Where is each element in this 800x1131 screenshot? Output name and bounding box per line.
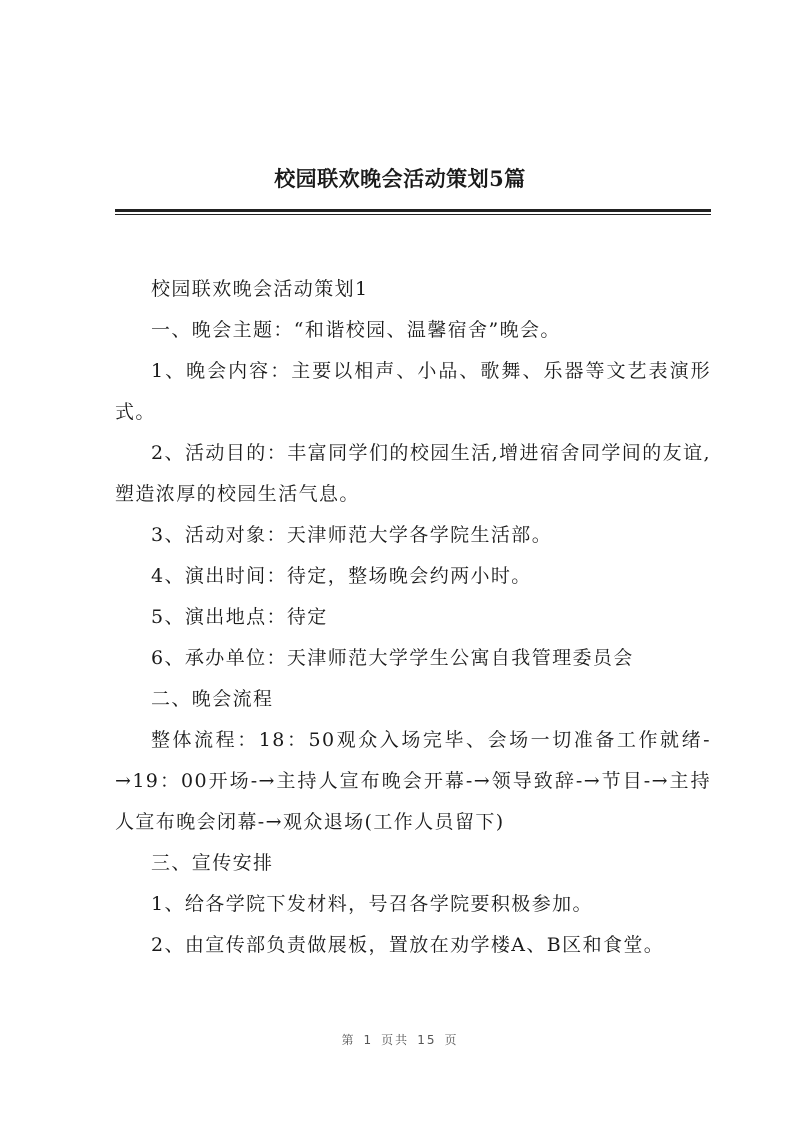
document-title: 校园联欢晚会活动策划5篇 xyxy=(274,166,526,191)
paragraph: 6、承办单位：天津师范大学学生公寓自我管理委员会 xyxy=(151,647,634,669)
paragraph: 3、活动对象：天津师范大学各学院生活部。 xyxy=(151,524,553,546)
section-heading: 二、晚会流程 xyxy=(151,688,274,710)
footer-middle: 页共 xyxy=(381,1033,410,1047)
section-heading: 三、宣传安排 xyxy=(151,852,274,874)
paragraph: 一、晚会主题：“和谐校园、温馨宿舍”晚会。 xyxy=(151,319,561,341)
paragraph: 5、演出地点：待定 xyxy=(151,606,328,628)
footer-total-pages: 15 xyxy=(417,1033,437,1047)
footer-suffix: 页 xyxy=(444,1033,459,1047)
footer-page-number: 1 xyxy=(363,1033,374,1047)
title-rule-thick xyxy=(115,209,711,212)
paragraph: 1、给各学院下发材料，号召各学院要积极参加。 xyxy=(151,893,593,915)
paragraph: 2、活动目的：丰富同学们的校园生活,增进宿舍同学间的友谊,塑造浓厚的校园生活气息。 xyxy=(115,442,711,505)
page-footer xyxy=(0,1031,800,1048)
document-body xyxy=(115,269,711,966)
paragraph: 整体流程：18：50观众入场完毕、会场一切准备工作就绪-→19：00开场-→主持人宣布晚会开幕-→领导致辞-→节目-→主持人宣布晚会闭幕-→观众退场(工作人员留下) xyxy=(115,729,711,833)
paragraph: 4、演出时间：待定，整场晚会约两小时。 xyxy=(151,565,532,587)
section-heading: 校园联欢晚会活动策划1 xyxy=(151,278,369,300)
paragraph: 1、晚会内容：主要以相声、小品、歌舞、乐器等文艺表演形式。 xyxy=(115,360,711,423)
footer-prefix: 第 xyxy=(341,1033,356,1047)
title-rule-thin xyxy=(115,214,711,215)
paragraph: 2、由宣传部负责做展板，置放在劝学楼A、B区和食堂。 xyxy=(151,934,665,956)
